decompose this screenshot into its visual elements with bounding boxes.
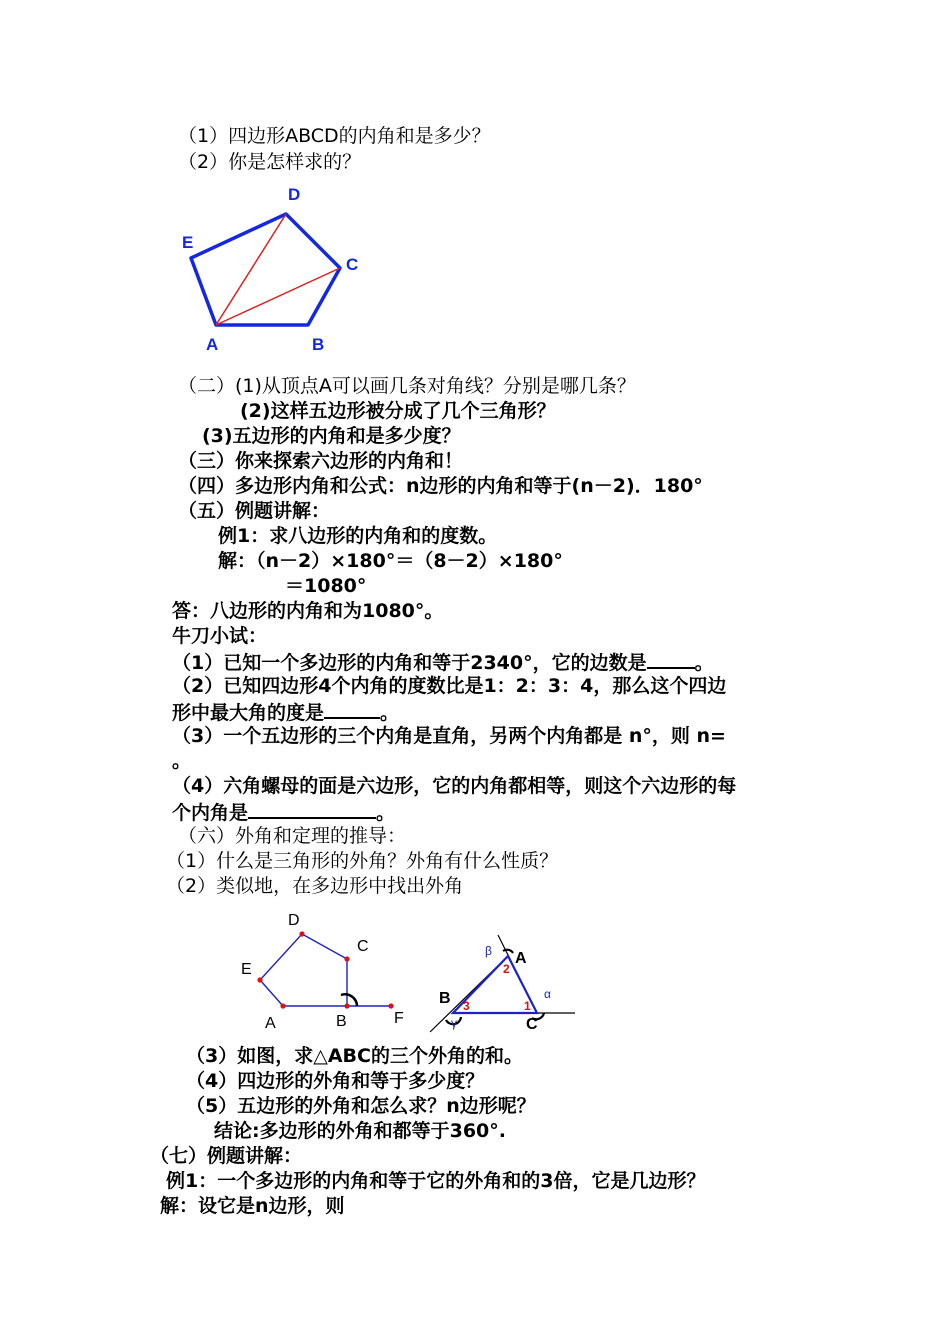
practice-q4-line1: （4）六角螺母的面是六边形，它的内角都相等，则这个六边形的每	[172, 775, 737, 797]
part5-example: 例1：求八边形的内角和的度数。	[218, 525, 498, 547]
point-d	[299, 931, 304, 936]
label-e: E	[182, 233, 194, 252]
part2-line3: (3)五边形的内角和是多少度？	[202, 425, 461, 447]
practice-q4-line2	[172, 799, 395, 825]
exterior-angle-triangle-diagram	[425, 925, 585, 1035]
angle-beta-arc	[503, 950, 513, 953]
practice-q4-end: 。	[376, 802, 396, 824]
point-e	[257, 977, 262, 982]
fig2-label-b: B	[336, 1013, 347, 1030]
part5-solution-2: ＝1080°	[285, 575, 367, 597]
fig2-label-c: C	[357, 938, 369, 955]
practice-q4-blank	[248, 799, 376, 819]
fig2-label-d: D	[288, 912, 300, 929]
fig3-label-beta: β	[485, 944, 492, 958]
label-b: B	[312, 335, 325, 354]
intro-question-1: （1）四边形ABCD的内角和是多少？	[178, 125, 491, 147]
part6-q1: （1）什么是三角形的外角？外角有什么性质？	[166, 850, 559, 872]
label-a: A	[206, 335, 219, 354]
part6-q4: （4）四边形的外角和等于多少度？	[186, 1070, 485, 1092]
exterior-angle-pentagon-diagram	[235, 905, 415, 1035]
part5-solution-1: 解：（n－2）×180°＝（8－2）×180°	[218, 550, 563, 572]
intro-question-2: （2）你是怎样求的？	[178, 151, 362, 173]
fig3-label-a: A	[515, 950, 527, 967]
fig2-label-a: A	[265, 1015, 276, 1032]
practice-q3: （3）一个五边形的三个内角是直角，另两个内角都是 n°，则 n=	[172, 725, 726, 747]
label-c: C	[346, 255, 359, 274]
point-a	[280, 1003, 285, 1008]
part5-title: （五）例题讲解：	[178, 500, 331, 522]
label-d: D	[288, 185, 301, 204]
part7-title: （七）例题讲解：	[150, 1145, 303, 1167]
practice-q1	[172, 649, 714, 675]
point-f	[388, 1003, 393, 1008]
part2-line2: (2)这样五边形被分成了几个三角形？	[240, 400, 556, 422]
part7-example: 例1：一个多边形的内角和等于它的外角和的3倍，它是几边形？	[166, 1170, 706, 1192]
fig3-label-1: 1	[524, 999, 531, 1013]
practice-q2-line1: （2）已知四边形4个内角的度数比是1：2：3：4，那么这个四边	[172, 675, 727, 697]
part6-q5: （5）五边形的外角和怎么求？n边形呢？	[186, 1095, 536, 1117]
fig3-label-gamma: γ	[451, 1016, 457, 1030]
part6-q2: （2）类似地，在多边形中找出外角	[166, 875, 464, 897]
pentagon-shape	[191, 214, 340, 325]
practice-q2-blank	[324, 699, 380, 719]
part2-line1: （二）(1)从顶点A可以画几条对角线？分别是哪几条？	[178, 375, 636, 397]
practice-q1-blank	[647, 649, 695, 669]
fig2-label-e: E	[241, 961, 252, 978]
pentagon-diagram	[170, 180, 370, 360]
point-c	[344, 956, 349, 961]
practice-q4-text: 个内角是	[172, 802, 249, 824]
fig3-label-b: B	[439, 990, 451, 1007]
practice-q1-text: （1）已知一个多边形的内角和等于2340°，它的边数是	[172, 652, 647, 674]
practice-q2-end: 。	[380, 702, 400, 724]
part5-answer: 答：八边形的内角和为1080°。	[172, 600, 444, 622]
practice-q1-end: 。	[694, 652, 714, 674]
part6-conclusion: 结论:多边形的外角和都等于360°.	[214, 1120, 506, 1142]
part4-formula: （四）多边形内角和公式：n边形的内角和等于(n－2)．180°	[178, 475, 703, 497]
fig3-label-c: C	[526, 1016, 538, 1033]
part7-solution: 解：设它是n边形，则	[160, 1195, 345, 1217]
practice-q2-line2	[172, 699, 399, 725]
exterior-angle-arc	[341, 994, 357, 1006]
fig2-label-f: F	[394, 1010, 404, 1027]
practice-q2-text: 形中最大角的度是	[172, 702, 325, 724]
part3-line: （三）你来探索六边形的内角和！	[178, 450, 464, 472]
practice-q3-end: 。	[172, 750, 192, 772]
fig3-label-alpha: α	[544, 987, 551, 1001]
point-b	[344, 1003, 349, 1008]
part6-q3: （3）如图，求△ABC的三个外角的和。	[186, 1045, 523, 1067]
part6-title: （六）外角和定理的推导：	[178, 825, 407, 847]
fig3-label-3: 3	[463, 999, 470, 1013]
practice-title: 牛刀小试：	[172, 625, 268, 647]
pentagon-abcde	[260, 934, 347, 1006]
fig3-label-2: 2	[503, 962, 510, 976]
